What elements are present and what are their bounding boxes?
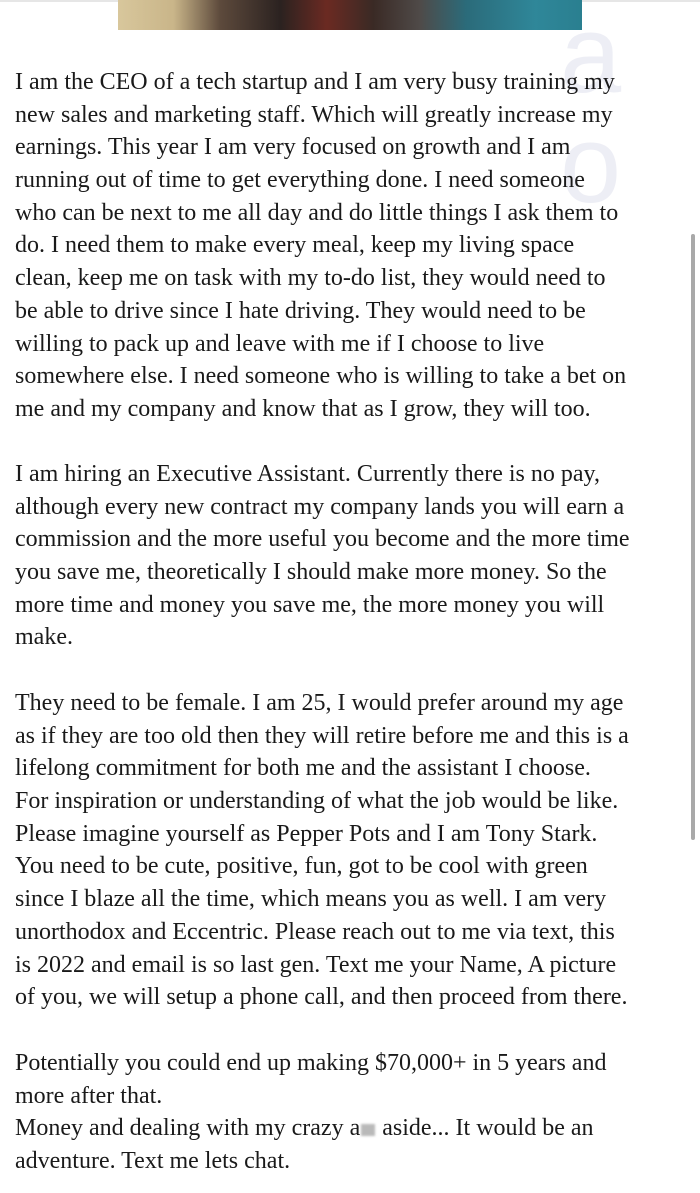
text-line: earnings. This year I am very focused on growth and I am xyxy=(15,134,571,161)
text-line: lifelong commitment for both me and the assistant I choose. xyxy=(15,755,591,782)
text-line: since I blaze all the time, which means you as well. I am very xyxy=(15,886,607,913)
text-line: although every new contract my company lands you will earn a xyxy=(15,493,625,520)
text-line: I am the CEO of a tech startup and I am very busy training my xyxy=(15,69,615,95)
text-line: I am hiring an Executive Assistant. Currently there is no pay, xyxy=(15,461,600,487)
censor-blur xyxy=(361,1124,375,1136)
text-line: adventure. Text me lets chat. xyxy=(15,1148,291,1175)
text-line: make. xyxy=(15,624,73,651)
text-line: do. I need them to make every meal, keep my living space xyxy=(15,232,575,259)
text-line: as if they are too old then they will retire before me and this is a xyxy=(15,722,629,749)
text-line: Please imagine yourself as Pepper Pots and I am Tony Stark. xyxy=(15,820,598,847)
text-line: You need to be cute, positive, fun, got to be cool with green xyxy=(15,853,588,880)
post-image xyxy=(118,0,582,30)
text-line: willing to pack up and leave with me if I choose to live xyxy=(15,330,545,357)
text-line: of you, we will setup a phone call, and then proceed from there. xyxy=(15,984,628,1011)
text-line: running out of time to get everything done. I need someone xyxy=(15,167,585,194)
text-line: me and my company and know that as I grow, they will too. xyxy=(15,395,591,422)
text-line: unorthodox and Eccentric. Please reach out to me via text, this xyxy=(15,918,615,945)
text-line: more after that. xyxy=(15,1082,163,1109)
paragraph-3 xyxy=(15,687,629,1014)
closing-text-start: Money and dealing with my crazy a xyxy=(15,1115,361,1142)
text-line: They need to be female. I am 25, I would prefer around my age xyxy=(15,690,624,716)
text-line: For inspiration or understanding of what the job would be like. xyxy=(15,788,619,815)
text-line: more time and money you save me, the more money you will xyxy=(15,591,605,618)
paragraph-1 xyxy=(15,66,626,426)
scrollbar[interactable] xyxy=(691,234,695,840)
text-line: new sales and marketing staff. Which will greatly increase my xyxy=(15,101,613,128)
text-line: somewhere else. I need someone who is willing to take a bet on xyxy=(15,363,627,390)
paragraph-2 xyxy=(15,458,630,654)
closing-line xyxy=(15,1112,606,1145)
text-line: who can be next to me all day and do little things I ask them to xyxy=(15,199,619,226)
watermark: a o xyxy=(560,0,622,226)
text-line: you save me, theoretically I should make more money. So the xyxy=(15,559,607,586)
text-line: be able to drive since I hate driving. They would need to be xyxy=(15,297,586,324)
text-line: is 2022 and email is so last gen. Text me your Name, A picture xyxy=(15,951,617,978)
closing-text-end: aside... It would be an xyxy=(376,1115,594,1142)
text-line: Potentially you could end up making $70,000+ in 5 years and xyxy=(15,1050,607,1076)
paragraph-4 xyxy=(15,1047,606,1178)
text-line: clean, keep me on task with my to-do list, they would need to xyxy=(15,265,606,292)
text-line: commission and the more useful you become and the more time xyxy=(15,526,630,553)
